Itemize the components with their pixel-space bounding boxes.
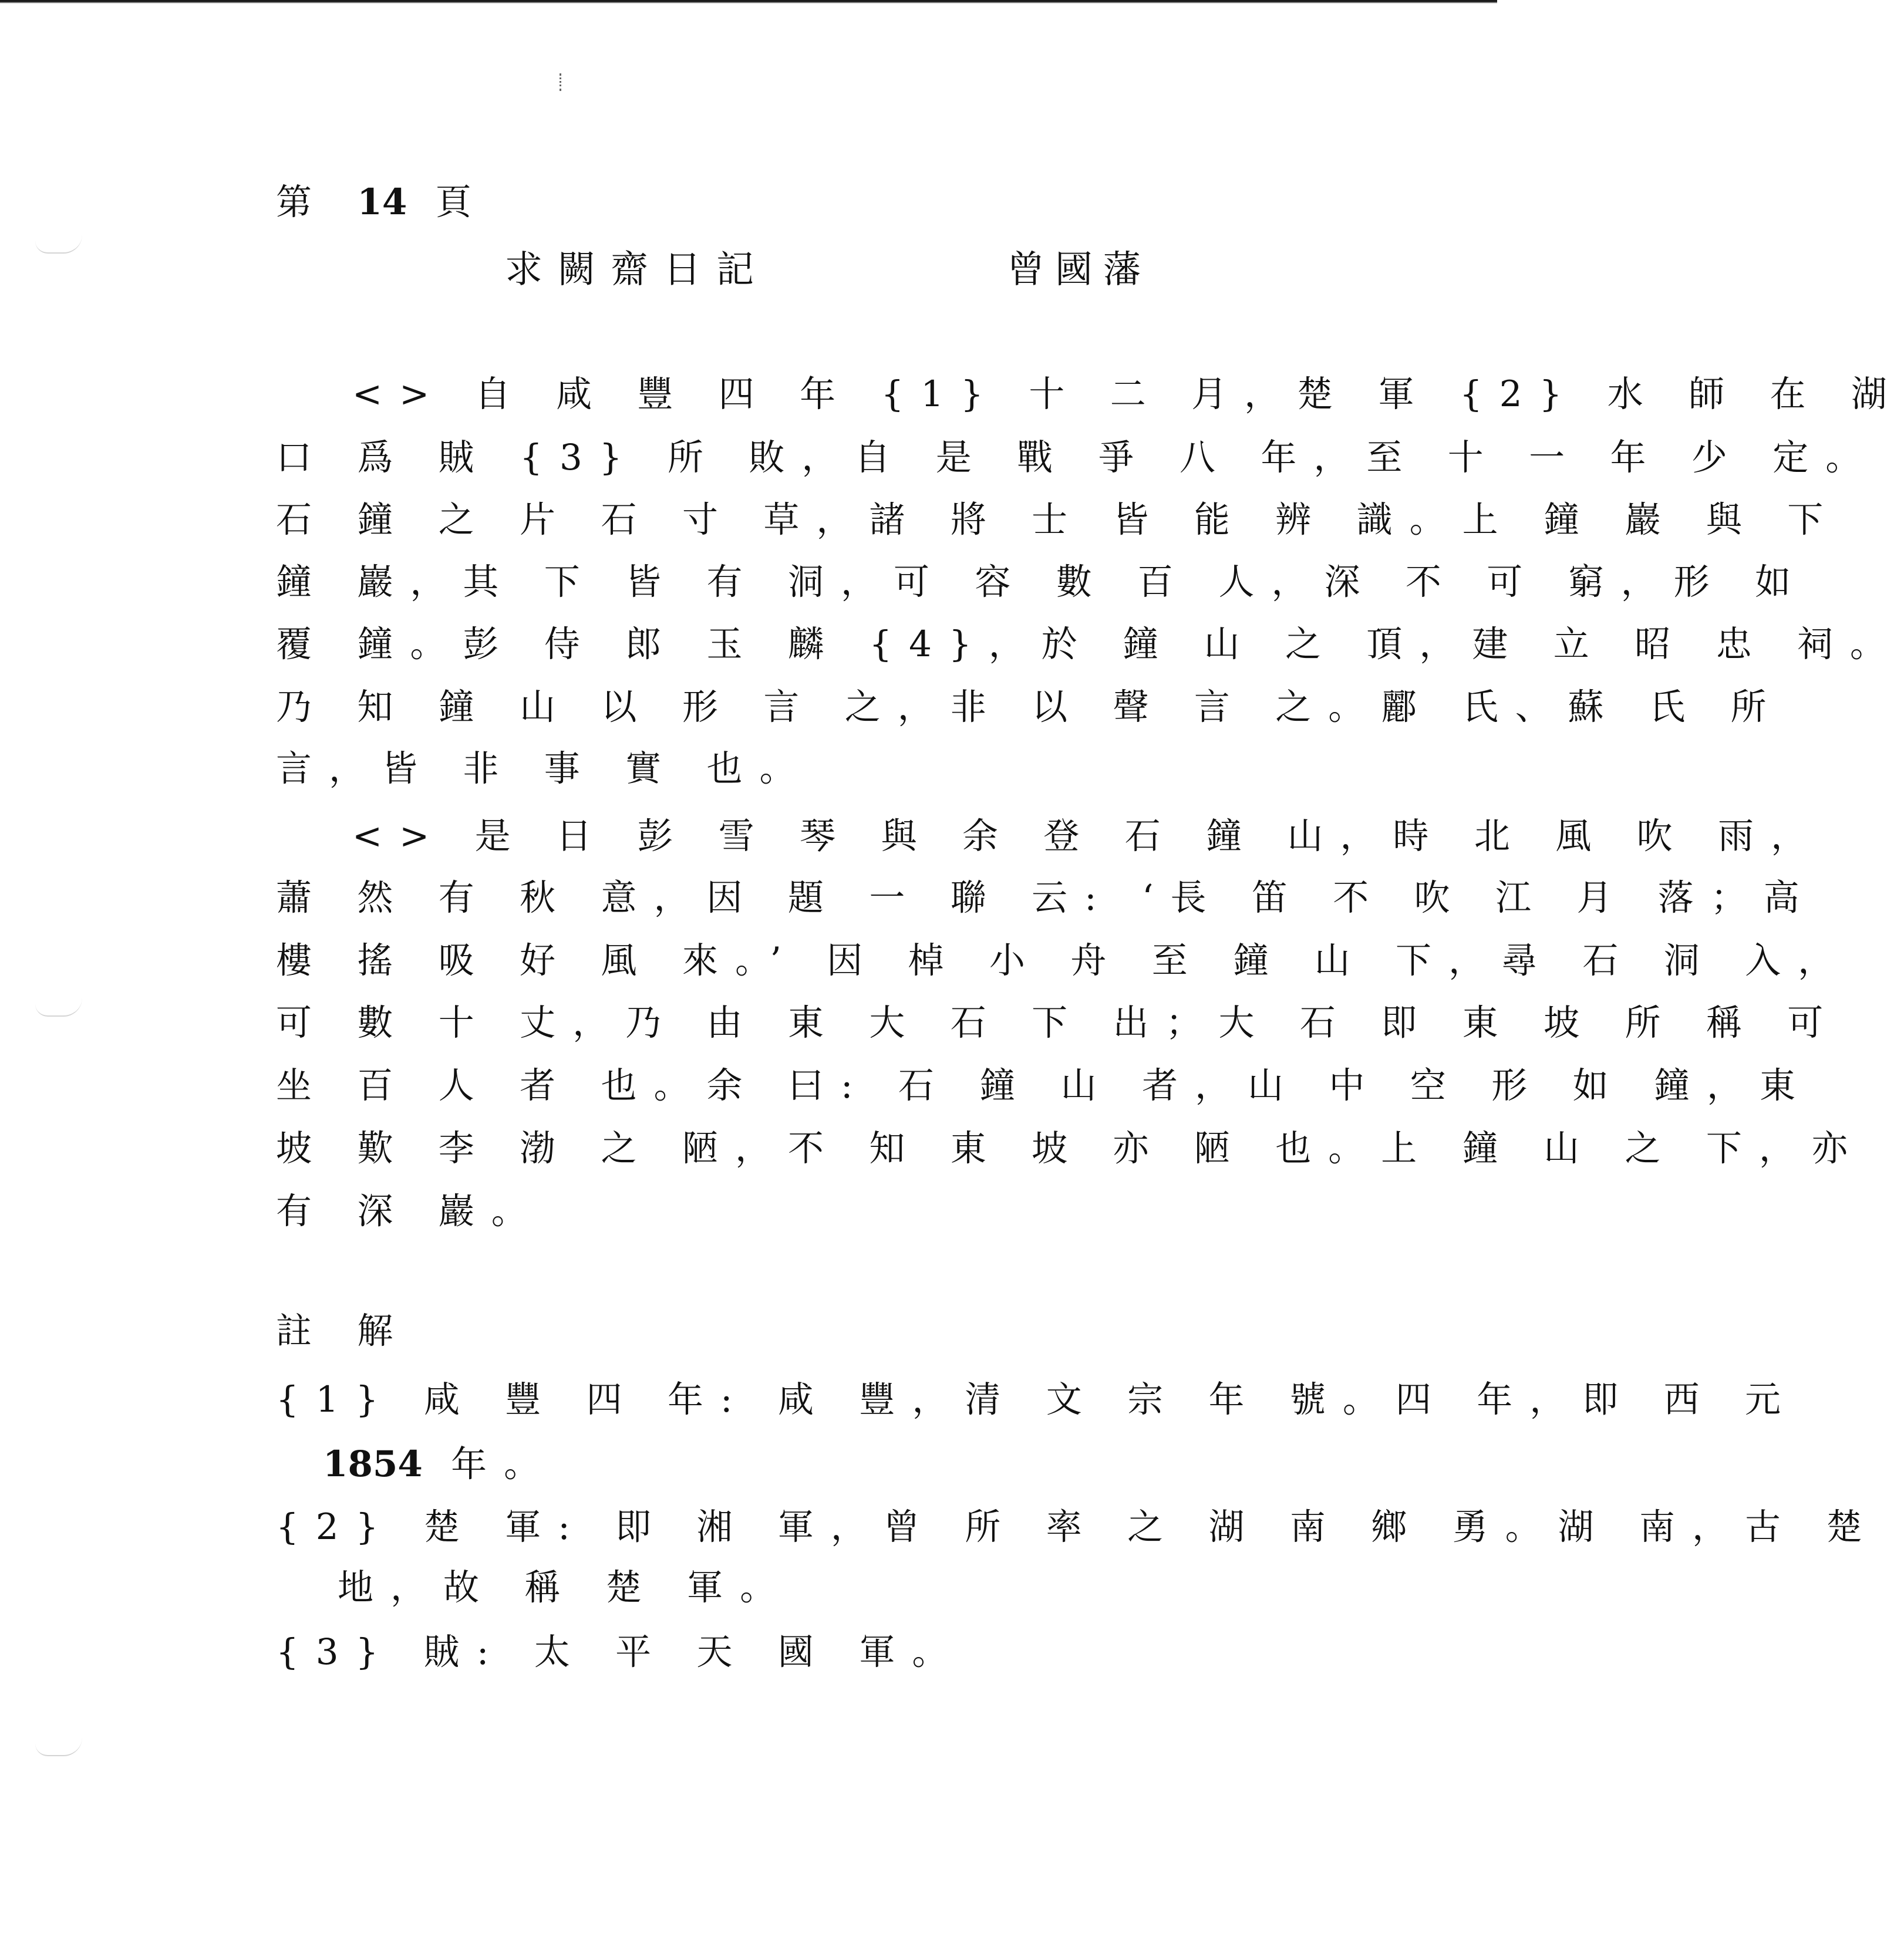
paragraph2-line: <> 是 日 彭 雪 琴 與 余 登 石 鐘 山，時 北 風 吹 雨，: [352, 815, 1824, 857]
page-number-value: 14: [357, 181, 407, 223]
note-2: {2} 楚 軍: 即 湘 軍，曾 所 率 之 湖 南 鄉 勇。湖 南，古 楚: [276, 1506, 1879, 1548]
page-number: [276, 179, 1245, 226]
note-1-continuation: [323, 1441, 1292, 1488]
paragraph1-line: 鐘 巖，其 下 皆 有 洞，可 容 數 百 人，深 不 可 窮，形 如: [276, 561, 1808, 603]
paragraph2-line: 有 深 巖。: [276, 1190, 544, 1232]
scan-edge: [0, 0, 1497, 4]
paragraph2-line: 樓 搖 吸 好 風 來。’ 因 棹 小 舟 至 鐘 山 下，尋 石 洞 入，: [276, 940, 1851, 981]
note-1: {1} 咸 豐 四 年: 咸 豐，清 文 宗 年 號。四 年，即 西 元: [276, 1379, 1798, 1420]
punch-hole-mark: [35, 998, 82, 1017]
page-prefix: 第: [276, 181, 329, 223]
paragraph2-line: 坐 百 人 者 也。余 曰: 石 鐘 山 者，山 中 空 形 如 鐘，東: [276, 1065, 1813, 1106]
note-1-year: 1854: [323, 1443, 423, 1485]
paragraph2-line: 蕭 然 有 秋 意，因 題 一 聯 云: ‘長 笛 不 吹 江 月 落；高: [276, 877, 1817, 919]
notes-heading: 註 解: [276, 1310, 410, 1352]
page-suffix: 頁: [435, 181, 488, 223]
note-1-year-suffix: 年。: [422, 1443, 557, 1485]
paragraph1-line: 言，皆 非 事 實 也。: [276, 748, 813, 789]
paragraph1-line: 石 鐘 之 片 石 寸 草，諸 將 士 皆 能 辨 識。上 鐘 巖 與 下: [276, 499, 1841, 541]
paragraph1-line: <> 自 咸 豐 四 年 {1} 十 二 月，楚 軍 {2} 水 師 在 湖: [352, 373, 1904, 415]
paragraph1-line: 覆 鐘。彭 侍 郎 玉 麟 {4}，於 鐘 山 之 頂，建 立 昭 忠 祠。: [276, 623, 1903, 665]
paragraph2-line: 可 數 十 丈，乃 由 東 大 石 下 出；大 石 即 東 坡 所 稱 可: [276, 1002, 1841, 1044]
document-author: 曾國藩: [1007, 248, 1151, 292]
punch-hole-mark: [35, 235, 82, 254]
punch-hole-mark: [35, 1737, 82, 1756]
note-2-continuation: 地，故 稱 楚 軍。: [338, 1567, 793, 1608]
scan-speck: [560, 73, 564, 91]
document-title: 求闕齋日記: [505, 248, 769, 292]
paragraph1-line: 口 爲 賊 {3} 所 敗，自 是 戰 爭 八 年，至 十 一 年 少 定。: [276, 437, 1879, 478]
paragraph1-line: 乃 知 鐘 山 以 形 言 之，非 以 聲 言 之。酈 氏、蘇 氏 所: [276, 686, 1784, 728]
paragraph2-line: 坡 歎 李 渤 之 陋，不 知 東 坡 亦 陋 也。上 鐘 山 之 下，亦: [276, 1128, 1865, 1169]
note-3: {3} 賊: 太 平 天 國 軍。: [276, 1631, 965, 1673]
